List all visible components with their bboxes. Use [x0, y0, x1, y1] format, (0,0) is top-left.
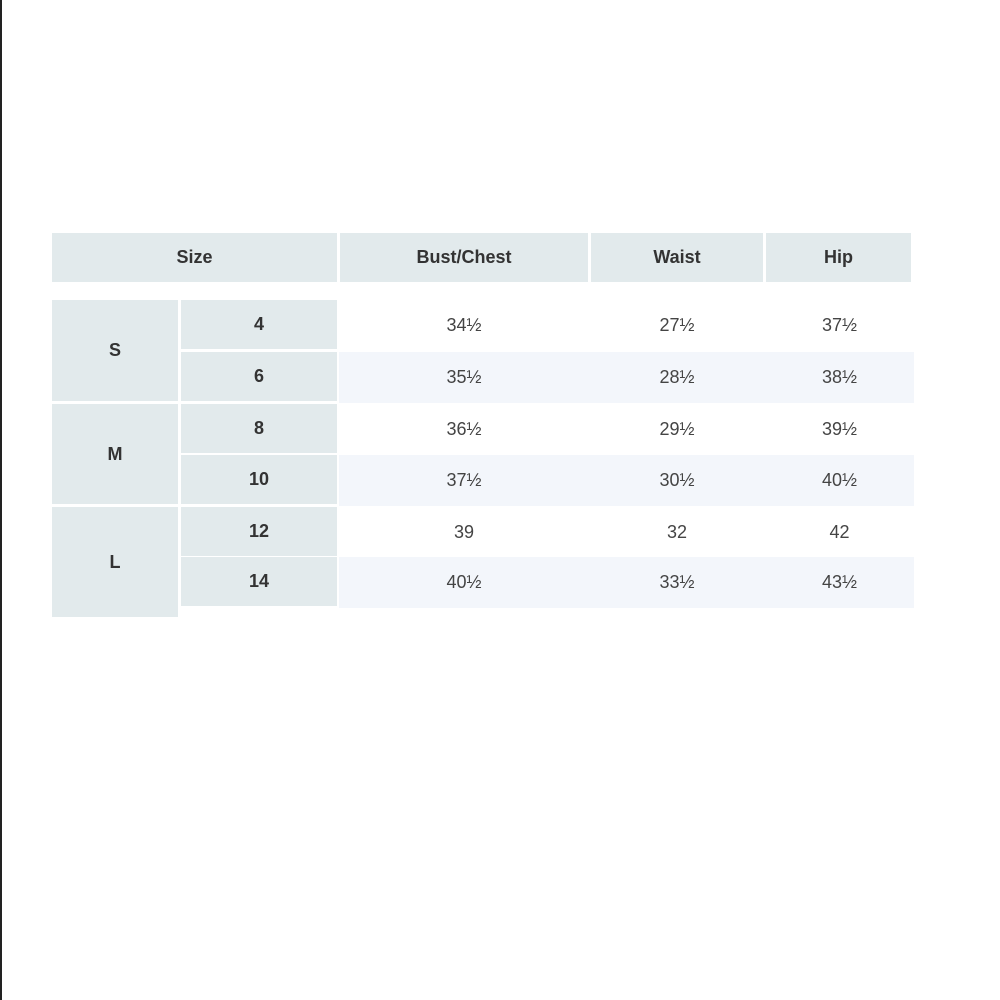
waist-value: 33½ [659, 572, 695, 592]
size-number: 6 [181, 352, 337, 401]
size-table-body [52, 300, 914, 592]
hip-value: 42 [829, 522, 850, 542]
table-row [52, 507, 914, 558]
table-row [52, 455, 914, 506]
size-group-l: L [52, 507, 178, 617]
hip-value: 38½ [821, 367, 858, 387]
bust-value: 35½ [446, 367, 482, 387]
table-row [52, 352, 914, 403]
bust-value: 36½ [446, 419, 482, 439]
waist-value: 29½ [659, 419, 695, 439]
table-row [52, 404, 914, 455]
size-number: 4 [181, 300, 337, 349]
size-number: 12 [181, 507, 337, 556]
size-group-m: M [52, 404, 178, 504]
bust-value: 40½ [446, 572, 482, 592]
size-group-s: S [52, 300, 178, 401]
bust-value: 39 [453, 522, 475, 542]
table-row [52, 557, 914, 608]
hip-value: 43½ [821, 572, 858, 592]
waist-value: 30½ [659, 470, 695, 490]
size-number: 14 [181, 557, 337, 606]
waist-value: 32 [666, 522, 688, 542]
hip-value: 40½ [821, 470, 858, 490]
header-size: Size [52, 233, 337, 282]
bust-value: 34½ [446, 315, 482, 335]
waist-value: 27½ [659, 315, 695, 335]
header-hip: Hip [766, 233, 911, 282]
size-number: 8 [181, 404, 337, 453]
header-bust-chest: Bust/Chest [340, 233, 588, 282]
hip-value: 37½ [821, 315, 858, 335]
table-row [52, 300, 914, 351]
waist-value: 28½ [659, 367, 695, 387]
hip-value: 39½ [821, 419, 858, 439]
size-table-header [52, 233, 911, 282]
header-waist: Waist [591, 233, 763, 282]
bust-value: 37½ [446, 470, 482, 490]
size-number: 10 [181, 455, 337, 504]
